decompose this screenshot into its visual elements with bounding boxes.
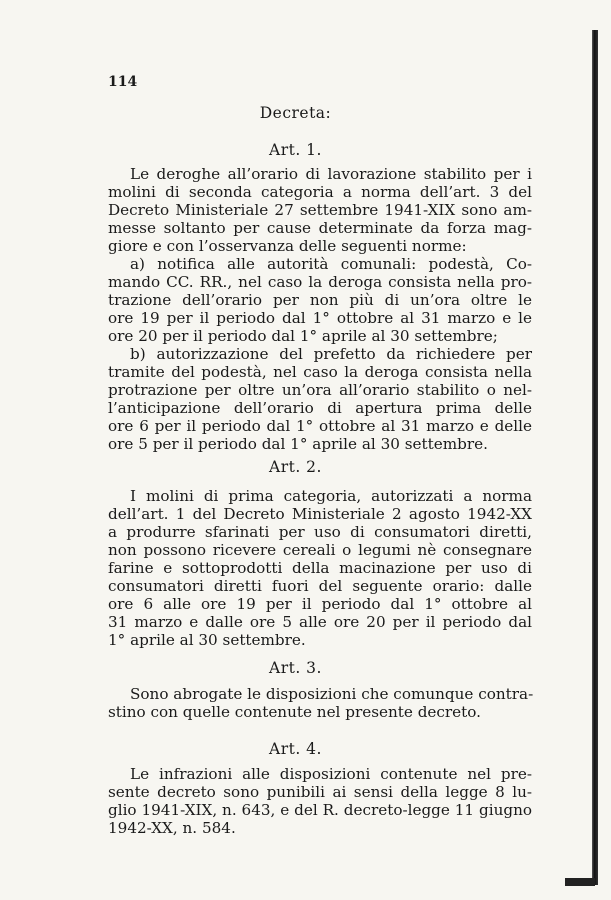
art-2-line: non possono ricevere cereali o legumi nè consegnare [108, 541, 532, 559]
art-1-line: l’anticipazione dell’orario di apertura prima delle [108, 399, 532, 417]
art-1-line: b) autorizzazione del prefetto da richiedere per [130, 345, 532, 363]
art-2-line: dell’art. 1 del Decreto Ministeriale 2 agosto 1942-XX [108, 505, 532, 523]
art-4-line: sente decreto sono punibili ai sensi della legge 8 lu- [108, 783, 532, 801]
art-1-line: giore e con l’osservanza delle seguenti norme: [108, 237, 467, 255]
art-4-line: Le infrazioni alle disposizioni contenute nel pre- [130, 765, 532, 783]
art-1-line: Le deroghe all’orario di lavorazione stabilito per i [130, 165, 532, 183]
art-1-line: protrazione per oltre un’ora all’orario stabilito o nel- [108, 381, 532, 399]
art-2-line: ore 6 alle ore 19 per il periodo dal 1° ottobre al [108, 595, 532, 613]
art-1-line: ore 19 per il periodo dal 1° ottobre al 31 marzo e le [108, 309, 532, 327]
page-corner-shadow [565, 878, 595, 886]
art-1-line: mando CC. RR., nel caso la deroga consista nella pro- [108, 273, 532, 291]
art-1-line: messe soltanto per cause determinate da forza mag- [108, 219, 532, 237]
art-1-title: Art. 1. [269, 141, 322, 159]
art-4-title: Art. 4. [269, 740, 322, 758]
art-4-line: 1942-XX, n. 584. [108, 819, 236, 837]
art-1-line: ore 5 per il periodo dal 1° aprile al 30 settembre. [108, 435, 488, 453]
art-2-line: 31 marzo e dalle ore 5 alle ore 20 per il periodo dal [108, 613, 532, 631]
art-1-line: trazione dell’orario per non più di un’ora oltre le [108, 291, 532, 309]
art-3-line: stino con quelle contenute nel presente decreto. [108, 703, 481, 721]
art-2-title: Art. 2. [269, 458, 322, 476]
art-2-line: I molini di prima categoria, autorizzati a norma [130, 487, 532, 505]
art-1-line: tramite del podestà, nel caso la deroga consista nella [108, 363, 532, 381]
art-4-line: glio 1941-XIX, n. 643, e del R. decreto-legge 11 giugno [108, 801, 532, 819]
art-1-line: ore 20 per il periodo dal 1° aprile al 30 settembre; [108, 327, 498, 345]
art-1-line: a) notifica alle autorità comunali: podestà, Co- [130, 255, 532, 273]
art-1-line: Decreto Ministeriale 27 settembre 1941-XIX sono am- [108, 201, 532, 219]
page-number: 114 [108, 74, 138, 90]
art-2-line: a produrre sfarinati per uso di consumatori diretti, [108, 523, 532, 541]
art-2-line: consumatori diretti fuori del seguente orario: dalle [108, 577, 532, 595]
page-edge-shadow [592, 30, 598, 885]
decreta-heading: Decreta: [259, 104, 332, 122]
art-1-line: ore 6 per il periodo dal 1° ottobre al 31 marzo e delle [108, 417, 532, 435]
art-2-line: 1° aprile al 30 settembre. [108, 631, 306, 649]
art-3-line: Sono abrogate le disposizioni che comunque contra- [130, 685, 534, 703]
art-2-line: farine e sottoprodotti della macinazione per uso di [108, 559, 532, 577]
art-3-title: Art. 3. [269, 659, 322, 677]
art-1-line: molini di seconda categoria a norma dell’art. 3 del [108, 183, 532, 201]
